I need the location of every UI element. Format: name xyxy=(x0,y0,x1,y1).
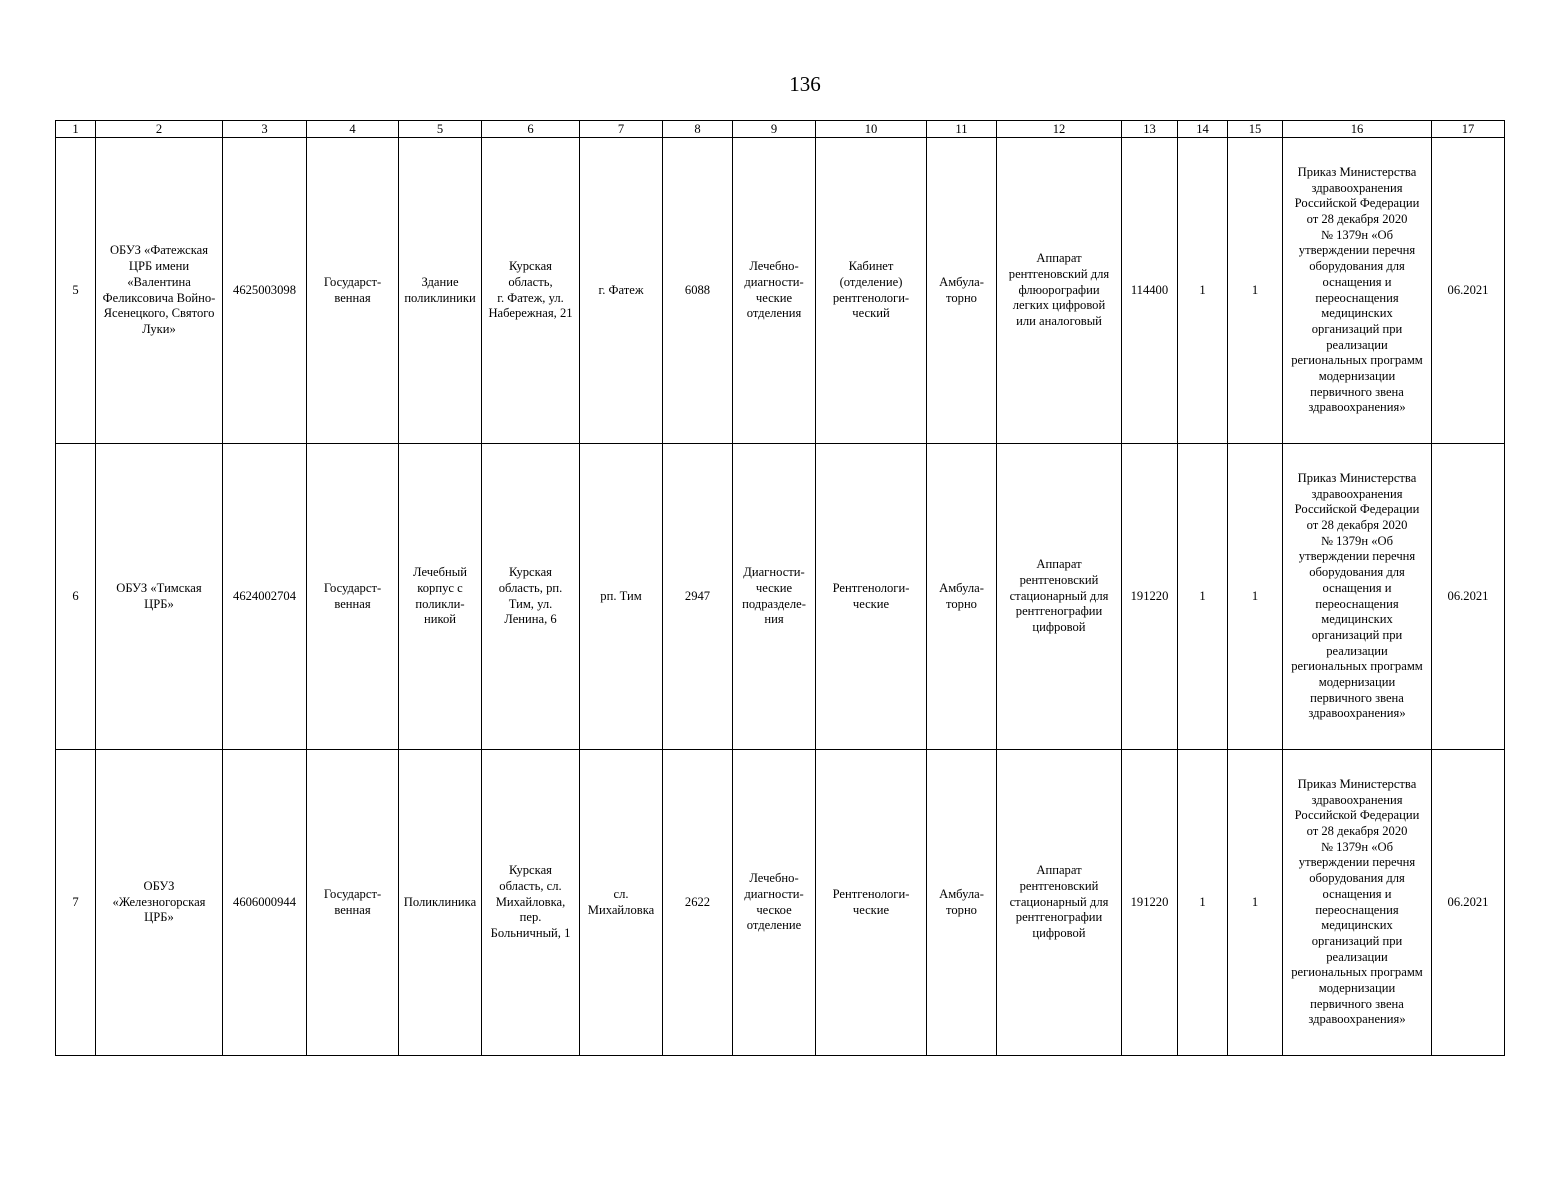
ownership-cell xyxy=(307,750,399,1056)
cell-line: ЦРБ» xyxy=(144,910,174,925)
row-number-cell xyxy=(56,138,96,444)
cell-line: венная xyxy=(334,902,371,917)
cell-line: оборудования для xyxy=(1309,871,1405,886)
cell-line: ческие xyxy=(755,290,793,305)
cell-line: 1 xyxy=(1199,282,1206,297)
cell-line: Рентгенологи- xyxy=(832,580,910,595)
cell-line: Амбула- xyxy=(939,886,984,901)
cell-line: модернизации xyxy=(1318,369,1396,384)
cell-line: Аппарат xyxy=(1036,863,1082,878)
cell-line: здравоохранения» xyxy=(1308,400,1406,415)
locality-cell xyxy=(580,750,663,1056)
cell-line: Лечебно- xyxy=(749,871,799,886)
cell-line: Ленина, 6 xyxy=(504,612,557,627)
cell-line: ния xyxy=(764,612,784,627)
column-number-16: 16 xyxy=(1283,121,1432,138)
cell-line: оборудования для xyxy=(1309,259,1405,274)
cell-line: отделение xyxy=(746,918,802,933)
cell-line: г. Фатеж xyxy=(598,282,644,297)
cell-line: область, сл. xyxy=(499,878,562,893)
cell-line: реализации xyxy=(1326,949,1388,964)
cell-line: ЦРБ» xyxy=(144,596,174,611)
cell-line: сл. xyxy=(613,886,629,901)
cell-line: региональных программ xyxy=(1291,353,1423,368)
cell-line: ческие xyxy=(852,902,890,917)
column-number-2: 2 xyxy=(96,121,223,138)
cell-line: 5 xyxy=(72,282,79,297)
cell-line: оборудования для xyxy=(1309,565,1405,580)
cell-line: медицинских xyxy=(1321,612,1393,627)
legal-basis-cell xyxy=(1283,138,1432,444)
cell-line: модернизации xyxy=(1318,981,1396,996)
cell-line: реализации xyxy=(1326,643,1388,658)
cell-line: Российской Федерации xyxy=(1294,808,1420,823)
cell-line: здравоохранения xyxy=(1311,180,1403,195)
cell-line: 4625003098 xyxy=(233,282,296,297)
cell-line: утверждении перечня xyxy=(1298,243,1416,258)
cell-line: 1 xyxy=(1199,894,1206,909)
cell-line: 1 xyxy=(1251,588,1259,603)
cell-line: поликлиники xyxy=(404,290,476,305)
column-number-1: 1 xyxy=(56,121,96,138)
population-cell xyxy=(663,444,733,750)
cell-line: рп. Тим xyxy=(600,588,642,603)
inn-cell xyxy=(223,750,307,1056)
cell-line: 114400 xyxy=(1130,282,1169,297)
cell-line: оснащения и xyxy=(1322,274,1392,289)
cell-line: Курская xyxy=(509,259,552,274)
ownership-cell xyxy=(307,444,399,750)
cell-line: организаций при xyxy=(1311,627,1403,642)
cell-line: утверждении перечня xyxy=(1298,549,1416,564)
column-number-4: 4 xyxy=(307,121,399,138)
cell-line: переоснащения xyxy=(1315,290,1399,305)
quantity-total-cell xyxy=(1228,750,1283,1056)
cell-line: Амбула- xyxy=(939,580,984,595)
cell-line: рентгеновский для xyxy=(1008,266,1110,281)
legal-basis-cell xyxy=(1283,444,1432,750)
document-table xyxy=(55,120,1505,1056)
inn-cell xyxy=(223,444,307,750)
cell-line: 191220 xyxy=(1130,894,1169,909)
care-mode-cell xyxy=(927,444,997,750)
cell-line: Российской Федерации xyxy=(1294,196,1420,211)
date-cell xyxy=(1432,750,1505,1056)
cell-line: Российской Федерации xyxy=(1294,502,1420,517)
cell-line: ческий xyxy=(852,306,890,321)
cell-line: Больничный, 1 xyxy=(490,926,571,941)
inn-cell xyxy=(223,138,307,444)
cell-line: 06.2021 xyxy=(1447,282,1489,297)
cell-line: Приказ Министерства xyxy=(1297,470,1417,485)
cell-line: Тим, ул. xyxy=(508,596,553,611)
locality-cell xyxy=(580,138,663,444)
cell-line: 2947 xyxy=(684,588,711,603)
cell-line: первичного звена xyxy=(1310,384,1404,399)
cell-line: «Железногорская xyxy=(112,894,206,909)
cell-line: ЦРБ имени xyxy=(128,259,190,274)
cell-line: здравоохранения» xyxy=(1308,1012,1406,1027)
building-cell xyxy=(399,750,482,1056)
cell-line: ОБУЗ xyxy=(143,878,175,893)
cell-line: г. Фатеж, ул. xyxy=(497,290,564,305)
legal-basis-cell xyxy=(1283,750,1432,1056)
price-cell xyxy=(1122,750,1178,1056)
cell-line: Рентгенологи- xyxy=(832,886,910,901)
unit-cell xyxy=(816,138,927,444)
cell-line: стационарный для xyxy=(1009,588,1109,603)
department-cell xyxy=(733,444,816,750)
cell-line: подразделе- xyxy=(742,596,806,611)
population-cell xyxy=(663,750,733,1056)
column-number-5: 5 xyxy=(399,121,482,138)
cell-line: переоснащения xyxy=(1315,596,1399,611)
column-number-14: 14 xyxy=(1178,121,1228,138)
quantity-cell xyxy=(1178,750,1228,1056)
cell-line: реализации xyxy=(1326,337,1388,352)
cell-line: Здание xyxy=(421,274,459,289)
cell-line: 1 xyxy=(1251,894,1259,909)
cell-line: № 1379н «Об xyxy=(1320,533,1394,548)
cell-line: диагности- xyxy=(744,274,804,289)
cell-line: корпус с xyxy=(417,580,463,595)
cell-line: или аналоговый xyxy=(1016,314,1102,329)
cell-line: модернизации xyxy=(1318,675,1396,690)
cell-line: цифровой xyxy=(1032,926,1086,941)
care-mode-cell xyxy=(927,750,997,1056)
cell-line: 4624002704 xyxy=(233,588,296,603)
unit-cell xyxy=(816,750,927,1056)
cell-line: Приказ Министерства xyxy=(1297,776,1417,791)
cell-line: Ясенецкого, Святого xyxy=(103,306,215,321)
cell-line: 4606000944 xyxy=(233,894,296,909)
cell-line: региональных программ xyxy=(1291,965,1423,980)
cell-line: флюорографии xyxy=(1018,282,1100,297)
address-cell xyxy=(482,750,580,1056)
cell-line: Государст- xyxy=(323,580,382,595)
table-body xyxy=(56,121,1505,1056)
locality-cell xyxy=(580,444,663,750)
header-row xyxy=(56,121,1505,138)
column-number-17: 17 xyxy=(1432,121,1505,138)
equipment-cell xyxy=(997,444,1122,750)
cell-line: никой xyxy=(424,612,456,627)
department-cell xyxy=(733,138,816,444)
cell-line: «Валентина xyxy=(127,274,191,289)
cell-line: здравоохранения xyxy=(1311,792,1403,807)
equipment-cell xyxy=(997,138,1122,444)
column-number-11: 11 xyxy=(927,121,997,138)
cell-line: здравоохранения» xyxy=(1308,706,1406,721)
table-row xyxy=(56,444,1505,750)
column-number-10: 10 xyxy=(816,121,927,138)
cell-line: диагности- xyxy=(744,886,804,901)
cell-line: венная xyxy=(334,290,371,305)
department-cell xyxy=(733,750,816,1056)
cell-line: организаций при xyxy=(1311,933,1403,948)
column-number-7: 7 xyxy=(580,121,663,138)
cell-line: ОБУЗ «Тимская xyxy=(116,580,202,595)
page-number: 136 xyxy=(789,72,821,96)
cell-line: (отделение) xyxy=(839,274,903,289)
column-number-9: 9 xyxy=(733,121,816,138)
cell-line: 6088 xyxy=(684,282,711,297)
column-number-8: 8 xyxy=(663,121,733,138)
cell-line: Набережная, 21 xyxy=(488,306,573,321)
cell-line: 1 xyxy=(1251,282,1259,297)
column-number-6: 6 xyxy=(482,121,580,138)
cell-line: Диагности- xyxy=(743,565,805,580)
quantity-cell xyxy=(1178,444,1228,750)
date-cell xyxy=(1432,444,1505,750)
cell-line: ческие xyxy=(755,580,793,595)
cell-line: Михайловка, xyxy=(495,894,566,909)
equipment-cell xyxy=(997,750,1122,1056)
cell-line: Поликлиника xyxy=(403,894,477,909)
cell-line: Луки» xyxy=(142,321,176,336)
cell-line: 2622 xyxy=(684,894,711,909)
cell-line: область, xyxy=(508,274,553,289)
organization-name-cell xyxy=(96,138,223,444)
cell-line: № 1379н «Об xyxy=(1320,839,1394,854)
cell-line: рентгенографии xyxy=(1015,604,1103,619)
cell-line: легких цифровой xyxy=(1012,298,1106,313)
cell-line: ческое xyxy=(756,902,792,917)
unit-cell xyxy=(816,444,927,750)
address-cell xyxy=(482,138,580,444)
cell-line: 7 xyxy=(72,894,79,909)
quantity-cell xyxy=(1178,138,1228,444)
cell-line: медицинских xyxy=(1321,918,1393,933)
cell-line: рентгеновский xyxy=(1019,572,1099,587)
cell-line: Государст- xyxy=(323,274,382,289)
organization-name-cell xyxy=(96,750,223,1056)
cell-line: стационарный для xyxy=(1009,894,1109,909)
cell-line: 1 xyxy=(1199,588,1206,603)
cell-line: Амбула- xyxy=(939,274,984,289)
cell-line: область, рп. xyxy=(498,580,563,595)
column-number-15: 15 xyxy=(1228,121,1283,138)
cell-line: от 28 декабря 2020 xyxy=(1306,211,1408,226)
cell-line: торно xyxy=(946,902,977,917)
address-cell xyxy=(482,444,580,750)
cell-line: региональных программ xyxy=(1291,659,1423,674)
column-number-3: 3 xyxy=(223,121,307,138)
quantity-total-cell xyxy=(1228,444,1283,750)
cell-line: пер. xyxy=(519,910,542,925)
quantity-total-cell xyxy=(1228,138,1283,444)
cell-line: Лечебно- xyxy=(749,259,799,274)
cell-line: оснащения и xyxy=(1322,886,1392,901)
cell-line: Аппарат xyxy=(1036,557,1082,572)
cell-line: первичного звена xyxy=(1310,996,1404,1011)
cell-line: Феликсовича Войно- xyxy=(102,290,216,305)
care-mode-cell xyxy=(927,138,997,444)
cell-line: Михайловка xyxy=(587,902,655,917)
cell-line: организаций при xyxy=(1311,321,1403,336)
cell-line: рентгенографии xyxy=(1015,910,1103,925)
cell-line: 06.2021 xyxy=(1447,588,1489,603)
building-cell xyxy=(399,444,482,750)
building-cell xyxy=(399,138,482,444)
cell-line: № 1379н «Об xyxy=(1320,227,1394,242)
cell-line: 06.2021 xyxy=(1447,894,1489,909)
cell-line: медицинских xyxy=(1321,306,1393,321)
cell-line: ческие xyxy=(852,596,890,611)
column-number-13: 13 xyxy=(1122,121,1178,138)
cell-line: торно xyxy=(946,596,977,611)
cell-line: рентгенологи- xyxy=(832,290,910,305)
table-row xyxy=(56,138,1505,444)
cell-line: утверждении перечня xyxy=(1298,855,1416,870)
row-number-cell xyxy=(56,444,96,750)
ownership-cell xyxy=(307,138,399,444)
cell-line: Курская xyxy=(509,565,552,580)
price-cell xyxy=(1122,444,1178,750)
cell-line: рентгеновский xyxy=(1019,878,1099,893)
cell-line: от 28 декабря 2020 xyxy=(1306,517,1408,532)
cell-line: ОБУЗ «Фатежская xyxy=(109,243,209,258)
table-row xyxy=(56,750,1505,1056)
row-number-cell xyxy=(56,750,96,1056)
cell-line: от 28 декабря 2020 xyxy=(1306,823,1408,838)
cell-line: Курская xyxy=(509,863,552,878)
cell-line: цифровой xyxy=(1032,620,1086,635)
cell-line: 191220 xyxy=(1130,588,1169,603)
cell-line: венная xyxy=(334,596,371,611)
cell-line: здравоохранения xyxy=(1311,486,1403,501)
cell-line: торно xyxy=(946,290,977,305)
population-cell xyxy=(663,138,733,444)
cell-line: отделения xyxy=(746,306,802,321)
price-cell xyxy=(1122,138,1178,444)
cell-line: первичного звена xyxy=(1310,690,1404,705)
column-number-12: 12 xyxy=(997,121,1122,138)
cell-line: оснащения и xyxy=(1322,580,1392,595)
cell-line: переоснащения xyxy=(1315,902,1399,917)
organization-name-cell xyxy=(96,444,223,750)
cell-line: Кабинет xyxy=(848,259,894,274)
cell-line: Государст- xyxy=(323,886,382,901)
cell-line: Приказ Министерства xyxy=(1297,164,1417,179)
date-cell xyxy=(1432,138,1505,444)
cell-line: Аппарат xyxy=(1036,251,1082,266)
cell-line: 6 xyxy=(72,588,79,603)
cell-line: Лечебный xyxy=(412,565,467,580)
cell-line: поликли- xyxy=(415,596,465,611)
